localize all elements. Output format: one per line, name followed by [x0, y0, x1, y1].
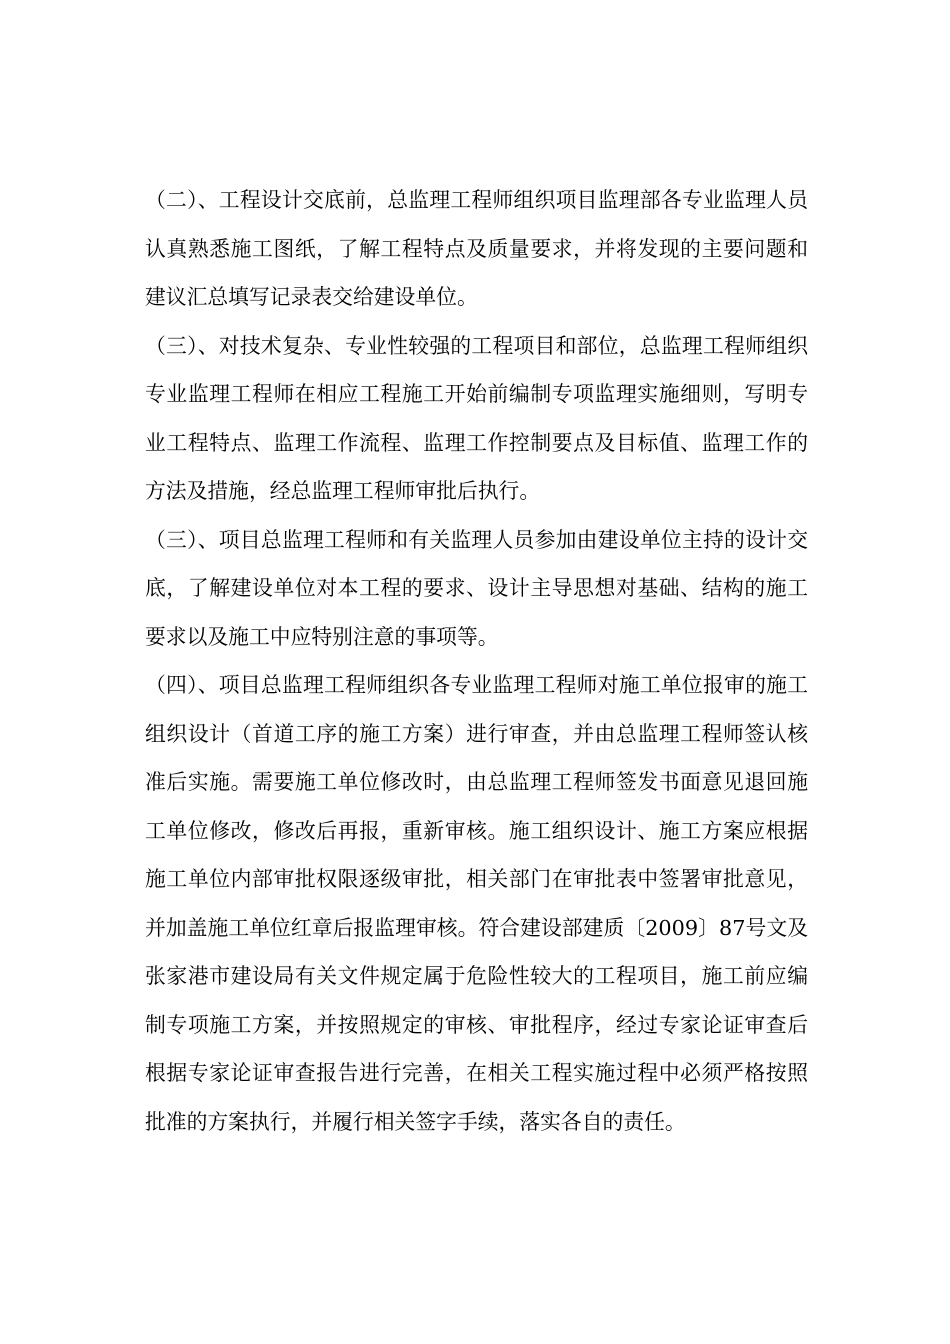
paragraph-construction-plan-review: （四）、项目总监理工程师组织各专业监理工程师对施工单位报审的施工组织设计（首道工序的施工方案）进行审查，并由总监理工程师签认核准后实施。需要施工单位修改时，由总监理工程师签发书面意见退回施工单位修改，修改后再报，重新审核。施工组织设计、施工方案应根据施工单位内部审批权限逐级审批，相关部门在审批表中签署审批意见，并加盖施工单位红章后报监理审核。符合建设部建质〔2009〕87号文及张家港市建设局有关文件规定属于危险性较大的工程项目，施工前应编制专项施工方案，并按照规定的审核、审批程序，经过专家论证审查后根据专家论证审查报告进行完善，在相关工程实施过程中必须严格按照批准的方案执行，并履行相关签字手续，落实各自的责任。: [145, 673, 808, 1134]
paragraph-design-disclosure-meeting: （三）、项目总监理工程师和有关监理人员参加由建设单位主持的设计交底，了解建设单位对本工程的要求、设计主导思想对基础、结构的施工要求以及施工中应特别注意的事项等。: [145, 527, 808, 649]
paragraph-design-disclosure-preparation: （二）、工程设计交底前，总监理工程师组织项目监理部各专业监理人员认真熟悉施工图纸，了解工程特点及质量要求，并将发现的主要问题和建议汇总填写记录表交给建设单位。: [145, 188, 808, 309]
document-body: [145, 176, 808, 1146]
paragraph-special-supervision-rules: （三）、对技术复杂、专业性较强的工程项目和部位，总监理工程师组织专业监理工程师在相应工程施工开始前编制专项监理实施细则，写明专业工程特点、监理工作流程、监理工作控制要点及目标值、监理工作的方法及措施，经总监理工程师审批后执行。: [145, 333, 808, 503]
